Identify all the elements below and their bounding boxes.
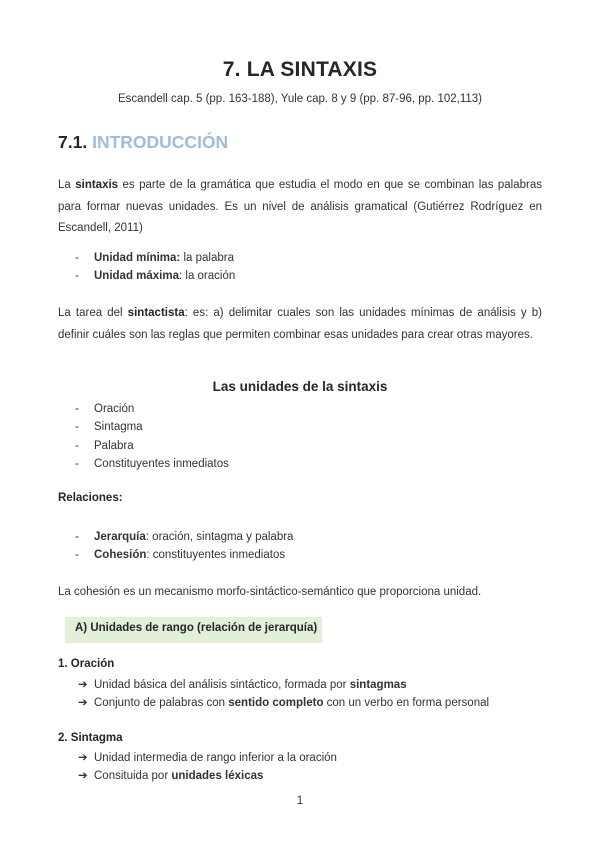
- intro-paragraph: [58, 175, 542, 240]
- list-item: [78, 750, 337, 764]
- unit-max-text: : la oración: [179, 270, 236, 282]
- arrow-right-icon: ➔: [78, 697, 88, 709]
- list-item: [75, 546, 285, 564]
- dash-bullet: -: [75, 440, 79, 452]
- list-item: [78, 695, 489, 709]
- list-item: [75, 418, 143, 436]
- oracion-item-bold: sintagmas: [349, 679, 407, 691]
- sintagma-item-bold: unidades léxicas: [171, 770, 264, 782]
- section-title: INTRODUCCIÓN: [92, 132, 229, 152]
- dash-bullet: -: [75, 270, 79, 282]
- sintagma-heading: 2. Sintagma: [58, 732, 123, 744]
- task-text-a: La tarea del: [58, 307, 128, 319]
- list-item: [75, 249, 234, 267]
- list-item: [75, 528, 293, 546]
- dash-bullet: -: [75, 403, 79, 415]
- unit-item: Sintagma: [94, 421, 143, 433]
- unit-item: Constituyentes inmediatos: [94, 458, 229, 470]
- unit-min-label: Unidad mínima:: [94, 252, 181, 264]
- task-text-b: : es: a) delimitar cuales son las unidades mínimas de análisis y b) definir cuáles son las reglas que permiten combinar esas unidades para crear otras mayores.: [58, 307, 543, 341]
- oracion-item-bold: sentido completo: [228, 697, 324, 709]
- dash-bullet: -: [75, 549, 79, 561]
- page-title: 7. LA SINTAXIS: [222, 58, 378, 81]
- unit-min-text: la palabra: [180, 252, 234, 264]
- oracion-item-text: Unidad básica del análisis sintáctico, formada por: [94, 679, 350, 691]
- sintagma-item-text: Consituida por: [94, 770, 172, 782]
- unit-max-label: Unidad máxima: [94, 270, 179, 282]
- arrow-right-icon: ➔: [78, 679, 88, 691]
- intro-text-b: es parte de la gramática que estudia el modo en que se combinan las palabras para formar nuevas unidades. Es un nivel de análisis gramatical (Gutiérrez Rodríguez en Escandell, 2011): [58, 179, 542, 234]
- sintagma-item-text: Unidad intermedia de rango inferior a la oración: [94, 752, 337, 764]
- dash-bullet: -: [75, 531, 79, 543]
- units-heading: Las unidades de la sintaxis: [212, 379, 388, 394]
- section-number: 7.1.: [58, 132, 88, 152]
- relation-text: : constituyentes inmediatos: [146, 549, 286, 561]
- list-item: [75, 267, 235, 285]
- unit-item: Palabra: [94, 440, 134, 452]
- unit-item: Oración: [94, 403, 135, 415]
- oracion-item-text: con un verbo en forma personal: [323, 697, 490, 709]
- list-item: [78, 677, 407, 691]
- dash-bullet: -: [75, 421, 79, 433]
- list-item: [75, 437, 134, 455]
- section-heading: [58, 132, 228, 153]
- task-bold-term: sintactista: [127, 307, 185, 319]
- dash-bullet: -: [75, 458, 79, 470]
- arrow-right-icon: ➔: [78, 770, 88, 782]
- relation-label: Jerarquía: [94, 531, 146, 543]
- relations-heading: Relaciones:: [58, 492, 123, 504]
- oracion-item-text: Conjunto de palabras con: [94, 697, 229, 709]
- dash-bullet: -: [75, 252, 79, 264]
- cohesion-paragraph: La cohesión es un mecanismo morfo-sintáctico-semántico que proporciona unidad.: [58, 586, 482, 598]
- relation-label: Cohesión: [94, 549, 147, 561]
- list-item: [75, 400, 134, 418]
- arrow-right-icon: ➔: [78, 752, 88, 764]
- list-item: [75, 455, 229, 473]
- relation-text: : oración, sintagma y palabra: [145, 531, 294, 543]
- task-paragraph: [58, 303, 542, 346]
- intro-bold-term: sintaxis: [75, 179, 119, 191]
- page-subtitle: Escandell cap. 5 (pp. 163-188), Yule cap. 8 y 9 (pp. 87-96, pp. 102,113): [118, 93, 482, 105]
- intro-text-a: La: [58, 179, 76, 191]
- oracion-heading: 1. Oración: [58, 658, 115, 670]
- page-number: 1: [296, 795, 304, 807]
- highlight-heading: A) Unidades de rango (relación de jerarquía): [75, 622, 318, 634]
- list-item: [78, 768, 263, 782]
